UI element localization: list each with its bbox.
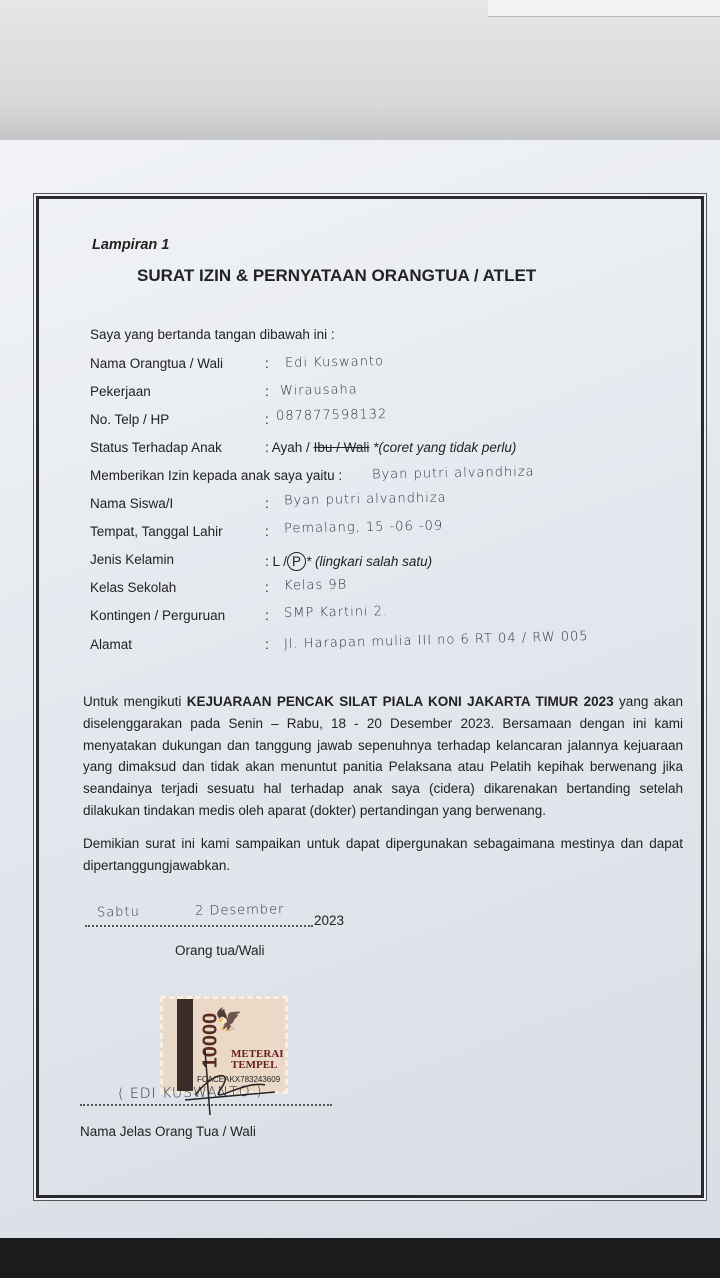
status-struck: Ibu / Wali (313, 440, 370, 455)
field-label: Pekerjaan (90, 384, 151, 399)
statement-lead: Untuk mengikuti (83, 694, 187, 709)
gender-prefix: L / (272, 554, 288, 569)
field-label: Kontingen / Perguruan (90, 608, 226, 623)
date-dotted-line (85, 925, 313, 927)
field-value-phone: 087877598132 (275, 407, 388, 424)
colon: : (265, 580, 269, 595)
signature-day: Sabtu (96, 904, 140, 921)
intro-text: Saya yang bertanda tangan dibawah ini : (90, 327, 335, 342)
field-value-parent-name: Edi Kuswanto (284, 354, 385, 371)
label-sticker (488, 0, 720, 17)
field-label: Memberikan Izin kepada anak saya yaitu : (90, 468, 343, 483)
colon: : (265, 608, 269, 623)
garuda-emblem-icon: 🦅 (215, 1007, 243, 1032)
signature-date: 2 Desember (194, 902, 285, 919)
statement-body: yang akan diselenggarakan pada Senin – Rabu, 18 - 20 Desember 2023. Bersamaan dengan ini kami menyatakan dukungan dan tanggung jawab sepenuhnya terhadap kelancaran jalannya kejuaraan yang dimaksud dan tidak akan menuntut panitia Pelaksana atau Pelatih kepihak berwenang jika seandainya terjadi sesuatu hal terhadap anak saya (cidera) dikarenakan bertanding setelah dilakukan tindakan medis oleh aparat (dokter) pertandingan yang berwenang. (83, 694, 683, 818)
field-label: Nama Orangtua / Wali (90, 356, 224, 371)
colon: : (265, 496, 269, 511)
field-value-class: Kelas 9B (283, 577, 348, 594)
signature-year: 2023 (314, 913, 345, 928)
field-value-student-name: Byan putri alvandhiza (283, 490, 447, 509)
field-value-child-permission: Byan putri alvandhiza (371, 464, 535, 483)
gender-value: : L / P * (lingkari salah satu) (265, 554, 433, 569)
field-value-occupation: Wirausaha (279, 382, 358, 399)
colon: : (265, 384, 269, 399)
field-label: Alamat (90, 637, 133, 652)
colon: : (265, 412, 269, 427)
signature-scribble (175, 1040, 285, 1120)
field-value-contingent: SMP Kartini 2. (283, 604, 389, 621)
attachment-label: Lampiran 1 (92, 237, 170, 253)
colon: : (265, 356, 269, 371)
field-label: Tempat, Tanggal Lahir (90, 524, 223, 539)
field-value-address: Jl. Harapan mulia III no 6 RT 04 / RW 005 (283, 629, 589, 652)
signer-name-caption: Nama Jelas Orang Tua / Wali (80, 1124, 256, 1139)
field-label: No. Telp / HP (90, 412, 170, 427)
gender-note: * (lingkari salah satu) (306, 554, 433, 569)
field-label: Jenis Kelamin (90, 552, 175, 567)
colon: : (265, 524, 269, 539)
gender-circled: P (287, 552, 306, 571)
statement-paragraph (83, 691, 683, 822)
event-name: KEJUARAAN PENCAK SILAT PIALA KONI JAKARTA TIMUR 2023 (186, 694, 614, 709)
background-wall (0, 0, 720, 150)
colon: : (265, 637, 269, 652)
field-label: Status Terhadap Anak (90, 440, 222, 455)
stamp-serial: FCACEAKX783243609 (197, 1075, 281, 1084)
signer-role: Orang tua/Wali (175, 943, 265, 958)
closing-paragraph: Demikian surat ini kami sampaikan untuk dapat dipergunakan sebagaimana mestinya dan dapat dipertanggungjawabkan. (83, 836, 683, 873)
field-value-birth: Pemalang, 15 -06 -09 (283, 518, 444, 537)
status-prefix: Ayah / (271, 440, 310, 455)
field-label: Kelas Sekolah (90, 580, 177, 595)
stamp-label: METERAI TEMPEL (231, 1048, 284, 1071)
field-label: Nama Siswa/I (90, 496, 174, 511)
status-note: *(coret yang tidak perlu) (373, 440, 517, 455)
dark-surface (0, 1238, 720, 1278)
stamp-value: 10000 (199, 1012, 222, 1069)
status-value: : Ayah / Ibu / Wali *(coret yang tidak perlu) (265, 440, 517, 455)
signature-dotted-line (80, 1104, 332, 1106)
signer-name: ( EDI KUSWANTO ) (117, 1083, 263, 1103)
document-title: SURAT IZIN & PERNYATAAN ORANGTUA / ATLET (137, 266, 537, 285)
